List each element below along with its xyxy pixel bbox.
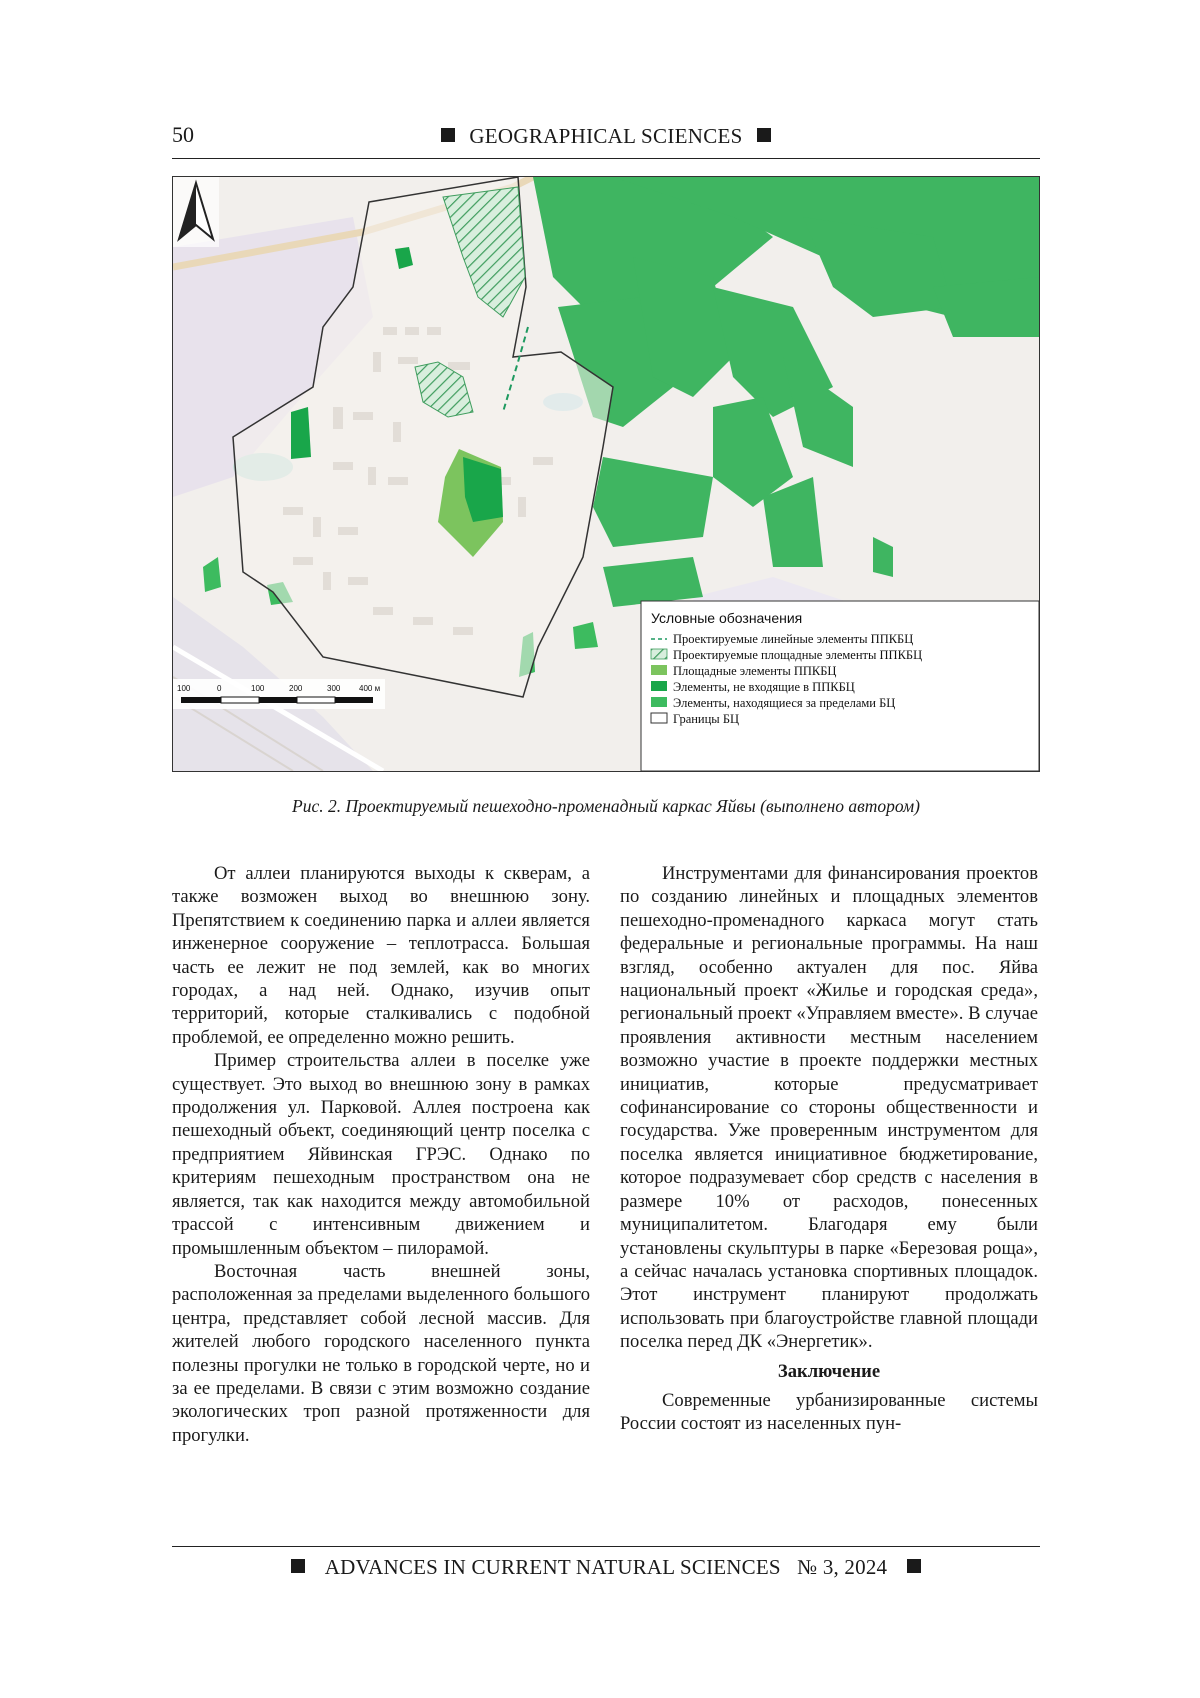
map-canvas	[173, 177, 1039, 771]
legend-swatch-areal	[651, 665, 667, 675]
scale-tick-label: 400 м	[359, 684, 381, 693]
scale-bar	[173, 679, 385, 709]
paragraph: От аллеи планируются выходы к скверам, а также возможен выход во внешнюю зону. Препятствием к соединению парка и аллеи является инженерное сооружение – теплотрасса. Большая часть ее лежит не под землей, как во многих городах, а над ней. Однако, изучив опыт территорий, которые сталкивались с подобной проблемой, ее определенно можно решить.	[172, 863, 590, 1048]
page-number: 50	[172, 122, 194, 147]
scale-tick-label: 100	[177, 684, 191, 693]
legend-swatch-boundary	[651, 713, 667, 723]
element-not-in-ppkbc	[291, 407, 311, 459]
running-head	[172, 124, 1040, 149]
figure-caption: Рис. 2. Проектируемый пешеходно-променадный каркас Яйвы (выполнено автором)	[292, 796, 920, 816]
legend-title: Условные обозначения	[651, 610, 803, 626]
square-bullet-icon	[441, 128, 455, 142]
page-footer	[172, 1546, 1040, 1580]
paragraph: Инструментами для финансирования проектов по созданию линейных и площадных элементов пешеходно-променадного каркаса могут стать федеральные и региональные программы. На наш взгляд, особенно актуален для пос. Яйва национальный проект «Жилье и городская среда», региональный проект «Управляем вместе». В случае проявления активности местным населением возможно участие в проекте поддержки местных инициатив, которые предусматривает софинансирование со стороны общественности и государства. Уже проверенным инструментом для поселка является инициативное бюджетирование, которое подразумевает сбор средств с населения в размере 10% от расходов, понесенных муниципалитетом. Благодаря ему были установлены скульптуры в парке «Березовая роща», а сейчас началась установка спортивных площадок. Этот инструмент планируют продолжать использовать при благоустройстве главной площади поселка перед ДК «Энергетик».	[620, 863, 1038, 1353]
square-bullet-icon	[907, 1559, 921, 1573]
scale-tick-label: 200	[289, 684, 303, 693]
journal-title: ADVANCES IN CURRENT NATURAL SCIENCES	[324, 1555, 781, 1579]
legend-item: Элементы, не входящие в ППКБЦ	[673, 680, 855, 694]
journal-section: GEOGRAPHICAL SCIENCES	[469, 124, 743, 148]
legend-swatch-not-in-ppkbc	[651, 681, 667, 691]
legend-item: Проектируемые линейные элементы ППКБЦ	[673, 632, 914, 646]
scale-tick-label: 100	[251, 684, 265, 693]
square-bullet-icon	[291, 1559, 305, 1573]
scale-tick-label: 0	[217, 684, 222, 693]
page-header	[172, 118, 1040, 159]
north-arrow-icon	[173, 177, 219, 247]
scale-tick-label: 300	[327, 684, 341, 693]
legend-item: Площадные элементы ППКБЦ	[673, 664, 837, 678]
legend-item: Элементы, находящиеся за пределами БЦ	[673, 696, 896, 710]
legend-swatch-outside-bc	[651, 697, 667, 707]
paragraph: Пример строительства аллеи в поселке уже существует. Это выход во внешнюю зону в рамках продолжения ул. Парковой. Аллея построена как пешеходный объект, соединяющий центр поселка с предприятием Яйвинская ГРЭС. Однако по критериям пешеходным пространством она не является, так как находится между автомобильной трассой с интенсивным движением и промышленным объектом – пилорамой.	[172, 1050, 590, 1259]
legend-item: Проектируемые площадные элементы ППКБЦ	[673, 648, 923, 662]
square-bullet-icon	[757, 128, 771, 142]
issue-number: № 3, 2024	[797, 1555, 888, 1579]
legend-item: Границы БЦ	[673, 712, 740, 726]
map-figure	[172, 176, 1040, 772]
legend-swatch-projected-areal	[651, 649, 667, 659]
right-column	[620, 862, 1038, 1436]
left-column	[172, 862, 590, 1447]
section-heading: Заключение	[777, 1360, 881, 1382]
map-legend	[641, 601, 1039, 771]
paragraph: Восточная часть внешней зоны, расположенная за пределами выделенного большого центра, представляет собой лесной массив. Для жителей любого городского населенного пункта полезны прогулки не только в городской черте, но и за ее пределами. В связи с этим возможно создание экологических троп разной протяженности для прогулки.	[172, 1260, 590, 1446]
paragraph: Современные урбанизированные системы России состоят из населенных пун-	[620, 1389, 1038, 1435]
